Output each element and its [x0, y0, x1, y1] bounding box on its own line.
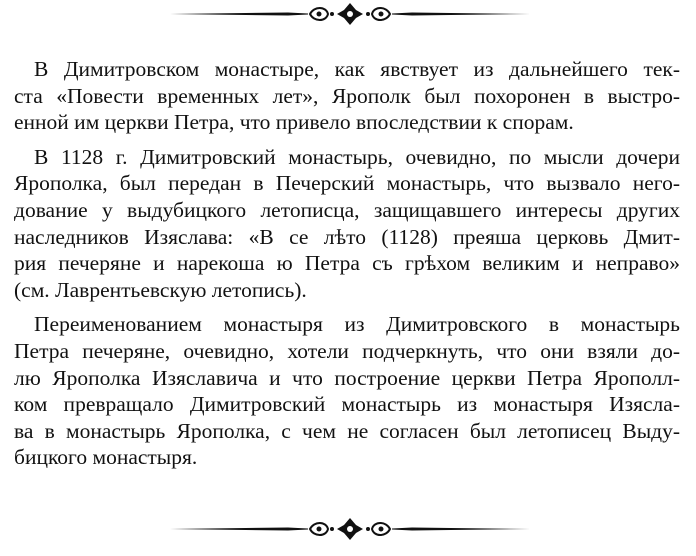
paragraph-2	[14, 144, 680, 304]
text-line: енной им церкви Петра, что привело впоследствии к спорам.	[14, 110, 574, 135]
text-line: Переименованием монастыря из Димитровского в монастырь	[34, 312, 680, 337]
text-line: В 1128 г. Димитровский монастырь, очевидно, по мысли дочери	[34, 144, 680, 169]
paragraph-3	[14, 311, 680, 471]
bottom-ornament-divider	[168, 517, 532, 541]
text-line: бицкого монастыря.	[14, 445, 198, 470]
text-line: ста «Повести временных лет», Ярополк был похоронен в выстро-	[14, 83, 680, 108]
text-line: дование у выдубицкого летописца, защищавшего интересы других	[14, 197, 680, 222]
text-line: лю Ярополка Изяславича и что построение церкви Петра Ярополл-	[14, 365, 680, 390]
text-line: ва в монастырь Ярополка, с чем не согласен был летописец Выду-	[14, 418, 680, 443]
text-line: В Димитровском монастыре, как явствует из дальнейшего тек-	[34, 57, 680, 81]
document-body	[14, 56, 680, 479]
text-line: ком превращало Димитровский монастырь из монастыря Изясла-	[14, 392, 680, 417]
flourish-icon	[170, 3, 530, 25]
text-line: Ярополка, был передан в Печерский монастырь, что вызвало него-	[14, 171, 680, 196]
paragraph-1	[14, 56, 680, 136]
text-line: рия печеряне и нарекоша ю Петра съ грѣхом великим и неправо»	[14, 251, 680, 276]
flourish-icon	[170, 518, 530, 540]
text-line: Петра печеряне, очевидно, хотели подчеркнуть, что они взяли до-	[14, 338, 680, 363]
text-line: (см. Лаврентьевскую летопись).	[14, 277, 307, 302]
text-line: наследников Изяслава: «В се лѣто (1128) преяша церковь Дмит-	[14, 224, 680, 249]
top-ornament-divider	[168, 2, 532, 26]
